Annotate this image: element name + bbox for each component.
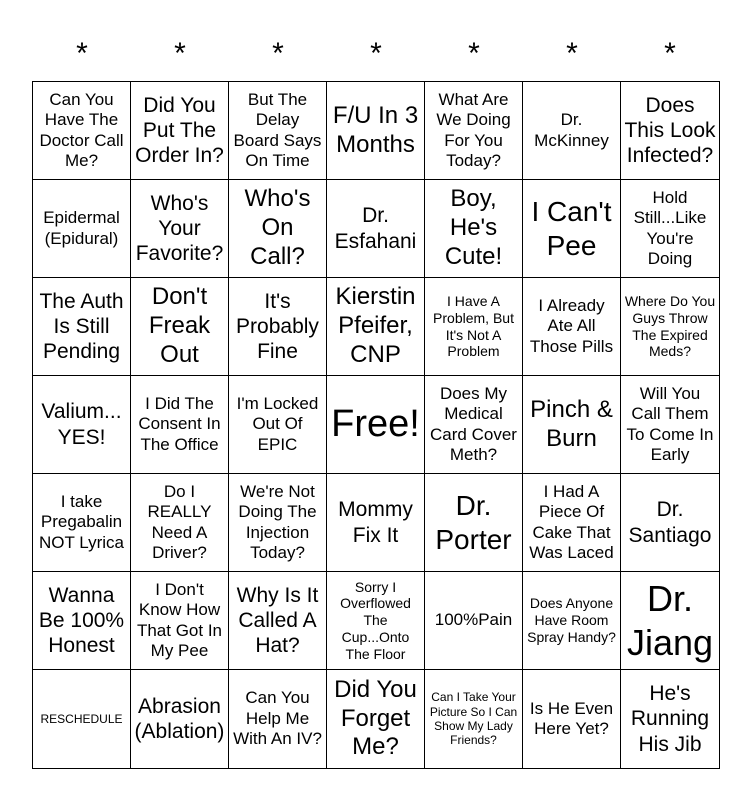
cell-text: Kierstin Pfeifer, CNP <box>335 283 416 368</box>
free-space[interactable] <box>327 376 425 474</box>
bingo-cell[interactable] <box>425 82 523 180</box>
bingo-cell[interactable] <box>229 278 327 376</box>
bingo-cell[interactable] <box>621 572 719 670</box>
bingo-cell[interactable] <box>425 474 523 572</box>
bingo-cell[interactable] <box>131 278 229 376</box>
cell-text: Who's On Call? <box>244 185 311 270</box>
cell-text: But The Delay Board Says On Time <box>233 89 322 170</box>
bingo-cell[interactable] <box>33 278 131 376</box>
header-star: * <box>272 37 284 70</box>
cell-text: Is He Even Here Yet? <box>529 698 614 738</box>
cell-text: Can You Help Me With An IV? <box>233 688 322 749</box>
cell-text: Sorry I Overflowed The Cup...Onto The Floor <box>340 578 411 662</box>
bingo-cell[interactable] <box>33 180 131 278</box>
bingo-cell[interactable] <box>327 572 425 670</box>
cell-text: I'm Locked Out Of EPIC <box>236 393 319 454</box>
cell-text: It's Probably Fine <box>236 289 319 364</box>
cell-text: Do I REALLY Need A Driver? <box>147 481 212 562</box>
cell-text: Don't Freak Out <box>148 283 211 368</box>
bingo-cell[interactable] <box>621 376 719 474</box>
cell-text: I Had A Piece Of Cake That Was Laced <box>529 481 614 562</box>
header-star: * <box>468 37 480 70</box>
cell-text: Hold Still...Like You're Doing <box>633 187 707 268</box>
bingo-cell[interactable] <box>523 278 621 376</box>
bingo-cell[interactable] <box>523 180 621 278</box>
cell-text: Free! <box>331 402 420 445</box>
cell-text: He's Running His Jib <box>630 682 710 756</box>
bingo-cell[interactable] <box>523 376 621 474</box>
cell-text: I Don't Know How That Got In My Pee <box>136 579 223 660</box>
bingo-cell[interactable] <box>327 180 425 278</box>
bingo-cell[interactable] <box>425 278 523 376</box>
bingo-cell[interactable] <box>229 180 327 278</box>
cell-text: Did You Forget Me? <box>334 675 417 761</box>
bingo-cell[interactable] <box>425 180 523 278</box>
bingo-cell[interactable] <box>229 670 327 768</box>
bingo-cell[interactable] <box>523 572 621 670</box>
bingo-cell[interactable] <box>425 670 523 768</box>
cell-text: Dr. McKinney <box>534 110 609 150</box>
cell-text: Dr. Santiago <box>628 498 712 547</box>
bingo-cell[interactable] <box>621 670 719 768</box>
header-row <box>33 28 719 80</box>
cell-text: Pinch & Burn <box>530 395 613 452</box>
bingo-cell[interactable] <box>33 376 131 474</box>
cell-text: 100%Pain <box>434 610 513 630</box>
bingo-cell[interactable] <box>229 572 327 670</box>
cell-text: Does Anyone Have Room Spray Handy? <box>527 595 616 645</box>
cell-text: RESCHEDULE <box>40 711 123 726</box>
bingo-cell[interactable] <box>523 670 621 768</box>
cell-text: Why Is It Called A Hat? <box>236 583 319 658</box>
bingo-cell[interactable] <box>33 572 131 670</box>
cell-text: Where Do You Guys Throw The Expired Meds? <box>624 292 716 360</box>
cell-text: The Auth Is Still Pending <box>39 289 124 364</box>
bingo-cell[interactable] <box>131 82 229 180</box>
bingo-cell[interactable] <box>425 572 523 670</box>
bingo-cell[interactable] <box>229 474 327 572</box>
bingo-cell[interactable] <box>131 670 229 768</box>
cell-text: Wanna Be 100% Honest <box>38 583 125 658</box>
cell-text: Dr. Jiang <box>626 578 714 663</box>
cell-text: I Have A Problem, But It's Not A Problem <box>433 292 514 360</box>
bingo-cell[interactable] <box>327 278 425 376</box>
header-star: * <box>174 37 186 70</box>
cell-text: I Did The Consent In The Office <box>138 393 221 454</box>
bingo-cell[interactable] <box>621 82 719 180</box>
bingo-cell[interactable] <box>33 474 131 572</box>
cell-text: F/U In 3 Months <box>332 101 419 158</box>
cell-text: What Are We Doing For You Today? <box>436 89 511 170</box>
bingo-cell[interactable] <box>131 180 229 278</box>
cell-text: I Can't Pee <box>531 195 612 261</box>
cell-text: Epidermal (Epidural) <box>43 208 120 248</box>
cell-text: Did You Put The Order In? <box>135 93 224 168</box>
cell-text: I Already Ate All Those Pills <box>529 295 614 356</box>
bingo-cell[interactable] <box>621 278 719 376</box>
header-star: * <box>370 37 382 70</box>
header-star: * <box>566 37 578 70</box>
cell-text: Who's Your Favorite? <box>135 191 224 266</box>
bingo-cell[interactable] <box>523 82 621 180</box>
cell-text: Does My Medical Card Cover Meth? <box>430 383 517 464</box>
bingo-cell[interactable] <box>131 474 229 572</box>
bingo-cell[interactable] <box>621 180 719 278</box>
cell-text: Dr. Porter <box>435 489 512 555</box>
cell-text: Will You Call Them To Come In Early <box>626 383 714 464</box>
cell-text: Valium... YES! <box>41 400 122 449</box>
bingo-cell[interactable] <box>229 82 327 180</box>
cell-text: Does This Look Infected? <box>624 93 716 168</box>
bingo-board <box>32 81 720 769</box>
bingo-cell[interactable] <box>327 670 425 768</box>
cell-text: Boy, He's Cute! <box>444 185 503 270</box>
bingo-cell[interactable] <box>33 670 131 768</box>
bingo-cell[interactable] <box>131 376 229 474</box>
bingo-cell[interactable] <box>33 82 131 180</box>
cell-text: Can You Have The Doctor Call Me? <box>39 89 124 170</box>
cell-text: Dr. Esfahani <box>334 204 417 253</box>
bingo-cell[interactable] <box>131 572 229 670</box>
cell-text: Abrasion (Ablation) <box>134 694 225 743</box>
bingo-cell[interactable] <box>327 82 425 180</box>
bingo-cell[interactable] <box>621 474 719 572</box>
cell-text: Mommy Fix It <box>338 498 413 547</box>
cell-text: We're Not Doing The Injection Today? <box>238 481 317 562</box>
bingo-cell[interactable] <box>229 376 327 474</box>
header-star: * <box>76 37 88 70</box>
bingo-cell[interactable] <box>523 474 621 572</box>
bingo-cell[interactable] <box>327 474 425 572</box>
cell-text: I take Pregabalin NOT Lyrica <box>38 491 125 552</box>
cell-text: Can I Take Your Picture So I Can Show My Lady Friends? <box>429 690 518 748</box>
bingo-cell[interactable] <box>425 376 523 474</box>
header-star: * <box>664 37 676 70</box>
